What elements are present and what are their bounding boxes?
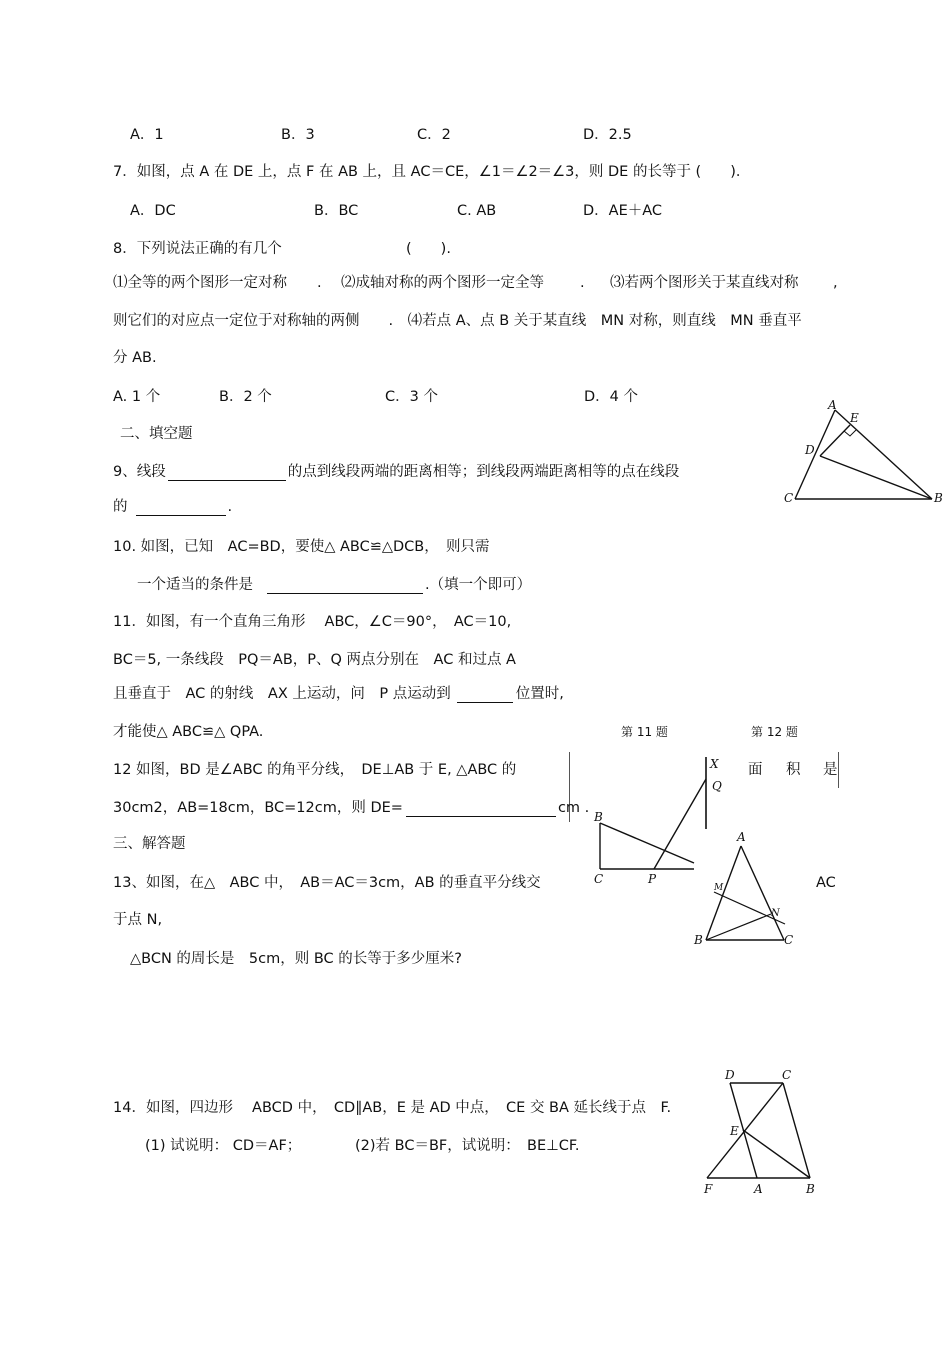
q8-option-b: B．2 个 bbox=[219, 389, 272, 405]
q8-line-2: 则它们的对应点一定位于对称轴的两侧 . ⑷若点 A、点 B 关于某直线 MN 对称，则直线 MN 垂直平 bbox=[113, 313, 802, 329]
q6-option-c: C．2 bbox=[417, 127, 451, 143]
q11-line-4: 才能使△ ABC≌△ QPA. bbox=[113, 724, 264, 740]
label-a: A bbox=[828, 398, 837, 412]
q10-line-2 bbox=[137, 576, 531, 594]
q8-dot-2: . bbox=[580, 275, 585, 291]
q9-blank-2[interactable] bbox=[136, 500, 226, 516]
q8-statement-2: ⑵成轴对称的两个图形一定全等 bbox=[341, 275, 544, 291]
q12-area-word-1: 面 bbox=[748, 762, 763, 778]
q7-option-d: D．AE＋AC bbox=[583, 203, 663, 219]
label-p: P bbox=[648, 872, 657, 886]
section-fill-in-heading: 二、填空题 bbox=[120, 426, 193, 442]
segment-de bbox=[820, 425, 850, 456]
label-c: C bbox=[594, 872, 604, 886]
segment-db bbox=[820, 456, 932, 499]
q12-line-2 bbox=[113, 799, 589, 817]
q12-blank[interactable] bbox=[406, 801, 556, 817]
segment-cf bbox=[707, 1083, 783, 1178]
label-x: X bbox=[710, 757, 719, 771]
q9-blank-1[interactable] bbox=[168, 465, 286, 481]
q13-line1-right: AC bbox=[816, 875, 836, 891]
q11-line-2: BC＝5, 一条线段 PQ＝AB，P、Q 两点分别在 AC 和过点 A bbox=[113, 652, 516, 668]
q8-option-a: A. 1 个 bbox=[113, 389, 161, 405]
label-c: C bbox=[784, 491, 794, 505]
q8-dot-1: . bbox=[317, 275, 322, 291]
q10-line-1: 10. 如图，已知 AC=BD，要使△ ABC≌△DCB， 则只需 bbox=[113, 539, 490, 555]
figure-12 bbox=[690, 828, 800, 953]
label-b: B bbox=[806, 1182, 815, 1196]
q12-right-border bbox=[838, 752, 839, 788]
caption-fig-12: 第 12 题 bbox=[751, 725, 798, 739]
q8-paren: ( ). bbox=[406, 241, 451, 257]
q11-line-1: 11．如图，有一个直角三角形 ABC，∠C＝90°， AC＝10, bbox=[113, 614, 512, 630]
section-solve-heading: 三、解答题 bbox=[113, 836, 186, 852]
q7-option-c: C. AB bbox=[457, 203, 497, 219]
q12-area-word-2: 积 bbox=[786, 762, 801, 778]
q14-part-1: (1) 试说明： CD＝AF； bbox=[145, 1138, 302, 1154]
label-f: F bbox=[704, 1182, 713, 1196]
figure-triangle-ade bbox=[780, 396, 945, 506]
q12-line2-prefix: 30cm2，AB=18cm，BC=12cm，则 DE= bbox=[113, 800, 403, 816]
q7-option-b: B．BC bbox=[314, 203, 359, 219]
q8-stem: 8．下列说法正确的有几个 bbox=[113, 241, 282, 257]
q10-line2-prefix: 一个适当的条件是 bbox=[137, 577, 253, 593]
q7-option-a: A．DC bbox=[130, 203, 176, 219]
label-c: C bbox=[784, 933, 794, 947]
segment-ac bbox=[741, 846, 784, 940]
q11-line3-suffix: 位置时, bbox=[515, 686, 564, 702]
q9-line2-suffix: . bbox=[227, 499, 233, 515]
q13-line-3: △BCN 的周长是 5cm，则 BC 的长等于多少厘米? bbox=[130, 951, 462, 967]
label-b: B bbox=[694, 933, 703, 947]
q9-line-1 bbox=[113, 463, 679, 481]
label-e: E bbox=[730, 1124, 739, 1138]
q12-line2-suffix: cm . bbox=[557, 800, 590, 816]
segment-bn bbox=[706, 914, 771, 940]
label-a: A bbox=[754, 1182, 763, 1196]
q12-line-1: 12 如图，BD 是∠ABC 的角平分线， DE⊥AB 于 E, △ABC 的 bbox=[113, 762, 517, 778]
q9-line-2 bbox=[113, 498, 232, 516]
q10-blank[interactable] bbox=[267, 578, 423, 594]
q8-comma: , bbox=[833, 275, 838, 291]
segment-cb bbox=[783, 1083, 810, 1178]
q6-option-a: A．1 bbox=[130, 127, 164, 143]
q8-statement-1: ⑴全等的两个图形一定对称 bbox=[113, 275, 287, 291]
q11-line3-prefix: 且垂直于 AC 的射线 AX 上运动，问 P 点运动到 bbox=[113, 686, 451, 702]
q6-option-b: B．3 bbox=[281, 127, 315, 143]
q13-line-2: 于点 N, bbox=[113, 912, 163, 928]
label-c: C bbox=[782, 1068, 792, 1082]
q7-stem: 7．如图，点 A 在 DE 上，点 F 在 AB 上，且 AC＝CE，∠1＝∠2＝∠3，则 DE 的长等于 ( )． bbox=[113, 164, 751, 180]
label-m: M bbox=[714, 883, 724, 893]
q14-line-1: 14．如图，四边形 ABCD 中， CD∥AB，E 是 AD 中点， CE 交 BA 延长线于点 F. bbox=[113, 1100, 672, 1116]
q10-line2-suffix: .（填一个即可） bbox=[425, 577, 532, 593]
q6-option-d: D．2.5 bbox=[583, 127, 632, 143]
label-b: B bbox=[934, 491, 943, 505]
q8-option-d: D．4 个 bbox=[584, 389, 638, 405]
q11-blank[interactable] bbox=[457, 687, 513, 703]
q11-line-3 bbox=[113, 685, 564, 703]
segment-ca bbox=[795, 410, 835, 499]
q8-line-3: 分 AB. bbox=[113, 350, 157, 366]
right-angle-mark bbox=[844, 430, 856, 436]
label-e: E bbox=[850, 411, 859, 425]
label-a: A bbox=[737, 830, 746, 844]
label-n: N bbox=[771, 908, 780, 919]
q8-statement-3: ⑶若两个图形关于某直线对称 bbox=[610, 275, 799, 291]
q14-part-2: (2)若 BC＝BF，试说明： BE⊥CF. bbox=[355, 1138, 580, 1154]
q12-area-word-3: 是 bbox=[823, 762, 838, 778]
label-d: D bbox=[805, 443, 815, 457]
label-d: D bbox=[725, 1068, 735, 1082]
q8-option-c: C．3 个 bbox=[385, 389, 438, 405]
q9-line2-prefix: 的 bbox=[113, 499, 128, 515]
label-q: Q bbox=[712, 779, 722, 793]
caption-fig-11: 第 11 题 bbox=[621, 725, 668, 739]
q9-prefix: 9、线段 bbox=[113, 464, 166, 480]
segment-ba bbox=[600, 823, 694, 863]
segment-eb bbox=[743, 1130, 810, 1178]
segment-ab bbox=[706, 846, 741, 940]
q13-line-1: 13、如图，在△ ABC 中， AB＝AC＝3cm，AB 的垂直平分线交 bbox=[113, 875, 541, 891]
q9-middle: 的点到线段两端的距离相等；到线段两端距离相等的点在线段 bbox=[287, 464, 680, 480]
figure-14 bbox=[700, 1065, 830, 1200]
label-b: B bbox=[594, 810, 603, 824]
